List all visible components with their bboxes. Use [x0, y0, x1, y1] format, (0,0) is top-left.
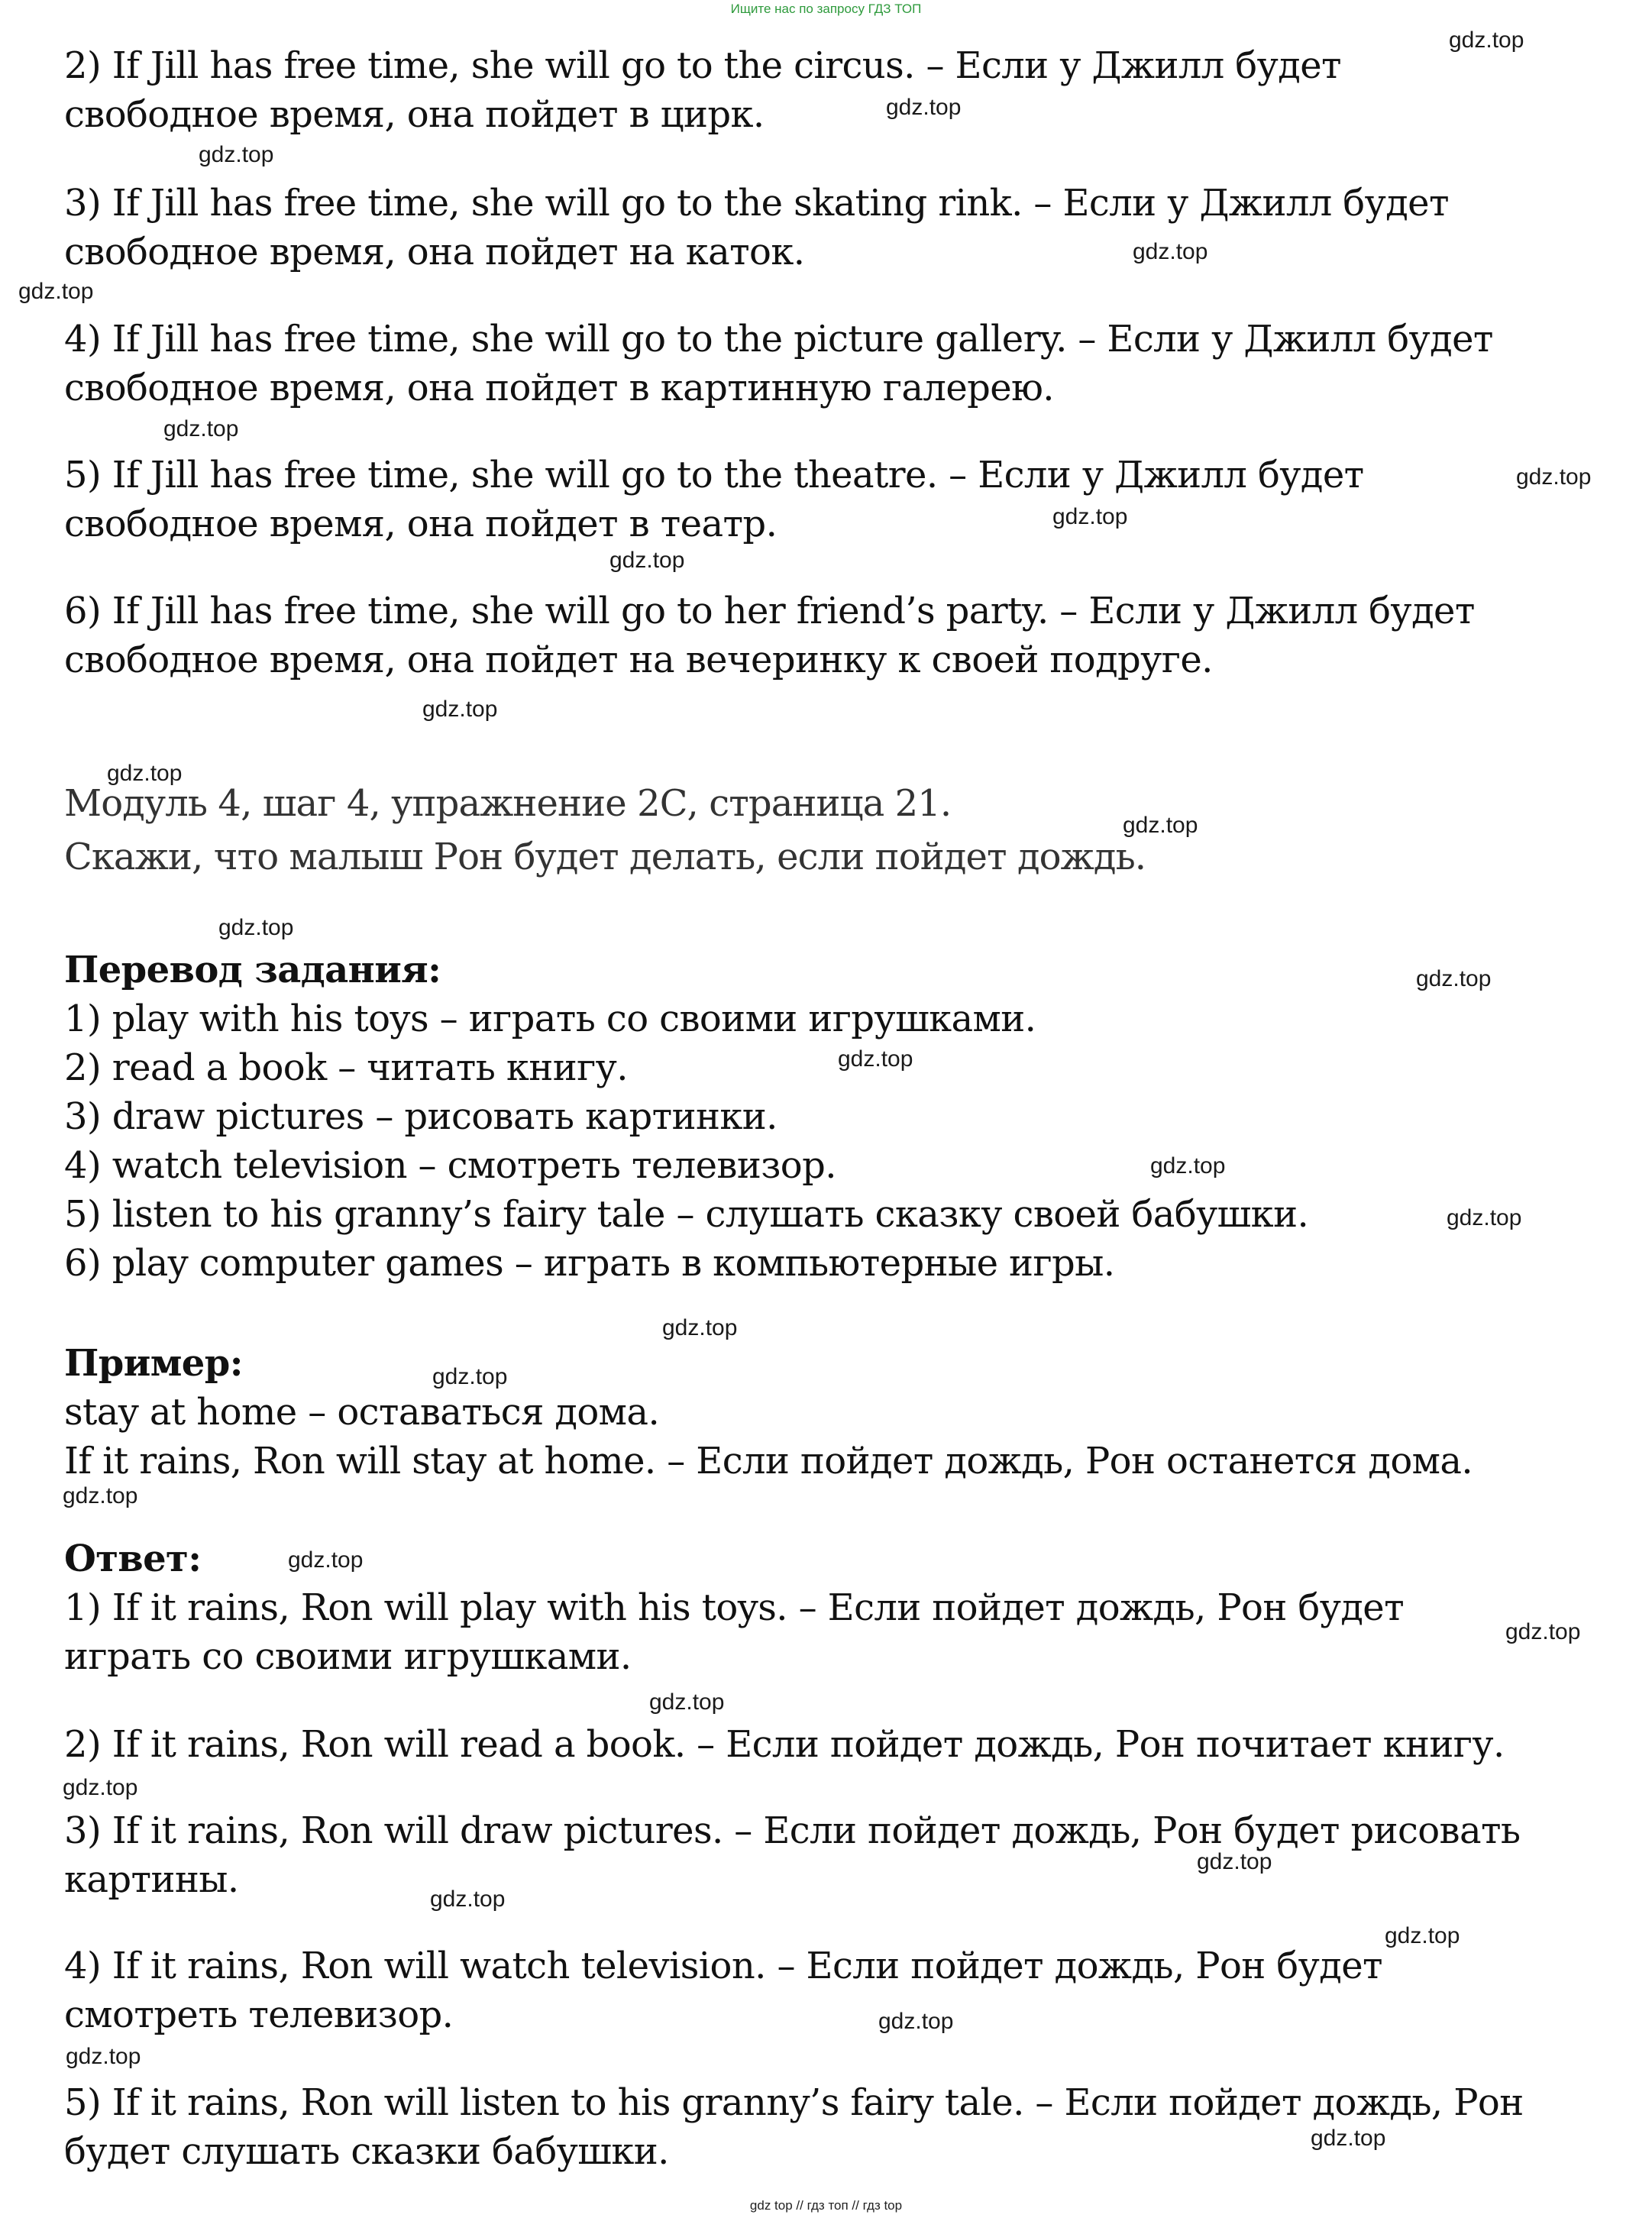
translation-item-6: 6) play computer games – играть в компьютерные игры.	[64, 1242, 1115, 1285]
watermark: gdz.top	[1416, 966, 1492, 991]
prev-answer-4-line1: 4) If Jill has free time, she will go to the picture gallery. – Если у Джилл будет	[64, 318, 1493, 361]
watermark: gdz.top	[1133, 239, 1208, 264]
translation-item-1: 1) play with his toys – играть со своими игрушками.	[64, 997, 1036, 1040]
watermark: gdz.top	[1123, 813, 1198, 838]
answer-1-line1: 1) If it rains, Ron will play with his toys. – Если пойдет дождь, Рон будет	[64, 1586, 1405, 1629]
watermark: gdz.top	[218, 915, 294, 940]
answer-3-line2: картины.	[64, 1858, 239, 1901]
translation-title: Перевод задания:	[64, 949, 441, 991]
example-line-1: stay at home – оставаться дома.	[64, 1391, 660, 1434]
translation-item-5: 5) listen to his granny’s fairy tale – слушать сказку своей бабушки.	[64, 1193, 1309, 1236]
answer-5-line2: будет слушать сказки бабушки.	[64, 2130, 669, 2173]
watermark: gdz.top	[838, 1046, 913, 1072]
answer-4-line2: смотреть телевизор.	[64, 1993, 454, 2036]
prev-answer-3-line1: 3) If Jill has free time, she will go to the skating rink. – Если у Джилл будет	[64, 182, 1449, 225]
watermark: gdz.top	[1385, 1923, 1460, 1948]
answer-4-line1: 4) If it rains, Ron will watch television. – Если пойдет дождь, Рон будет	[64, 1945, 1382, 1987]
top-banner: Ищите нас по запросу ГДЗ ТОП	[730, 2, 922, 16]
watermark: gdz.top	[66, 2044, 141, 2069]
watermark: gdz.top	[1150, 1153, 1226, 1179]
watermark: gdz.top	[1505, 1619, 1581, 1644]
prev-answer-3-line2: свободное время, она пойдет на каток.	[64, 231, 805, 273]
watermark: gdz.top	[886, 95, 962, 120]
watermark: gdz.top	[609, 548, 685, 573]
watermark: gdz.top	[18, 279, 94, 304]
example-line-2: If it rains, Ron will stay at home. – Если пойдет дождь, Рон останется дома.	[64, 1440, 1473, 1482]
answer-title: Ответ:	[64, 1537, 202, 1580]
prev-answer-2-line1: 2) If Jill has free time, she will go to the circus. – Если у Джилл будет	[64, 44, 1341, 87]
example-title: Пример:	[64, 1342, 243, 1385]
prev-answer-5-line1: 5) If Jill has free time, she will go to the theatre. – Если у Джилл будет	[64, 454, 1364, 496]
watermark: gdz.top	[1197, 1849, 1272, 1874]
watermark: gdz.top	[878, 2009, 954, 2034]
translation-item-2: 2) read a book – читать книгу.	[64, 1046, 628, 1089]
watermark: gdz.top	[432, 1364, 508, 1389]
prev-answer-4-line2: свободное время, она пойдет в картинную галерею.	[64, 367, 1054, 409]
watermark: gdz.top	[199, 142, 274, 167]
watermark: gdz.top	[662, 1315, 738, 1340]
translation-item-4: 4) watch television – смотреть телевизор.	[64, 1144, 836, 1187]
exercise-instruction: Скажи, что малыш Рон будет делать, если пойдет дождь.	[64, 836, 1146, 878]
translation-item-3: 3) draw pictures – рисовать картинки.	[64, 1095, 778, 1138]
watermark: gdz.top	[163, 416, 239, 441]
watermark: gdz.top	[430, 1887, 506, 1912]
answer-1-line2: играть со своими игрушками.	[64, 1635, 632, 1678]
prev-answer-2-line2: свободное время, она пойдет в цирк.	[64, 93, 765, 136]
exercise-header: Модуль 4, шаг 4, упражнение 2С, страница 21.	[64, 782, 952, 825]
watermark: gdz.top	[63, 1775, 138, 1800]
watermark: gdz.top	[1311, 2126, 1386, 2151]
watermark: gdz.top	[288, 1547, 364, 1573]
bottom-banner: gdz top // гдз топ // гдз top	[749, 2198, 903, 2213]
prev-answer-6-line2: свободное время, она пойдет на вечеринку к своей подруге.	[64, 639, 1213, 681]
watermark: gdz.top	[1449, 27, 1524, 53]
watermark: gdz.top	[1447, 1205, 1522, 1230]
answer-3-line1: 3) If it rains, Ron will draw pictures. – Если пойдет дождь, Рон будет рисовать	[64, 1809, 1521, 1852]
watermark: gdz.top	[422, 697, 498, 722]
watermark: gdz.top	[1052, 504, 1128, 529]
prev-answer-6-line1: 6) If Jill has free time, she will go to her friend’s party. – Если у Джилл будет	[64, 590, 1475, 632]
answer-2-line1: 2) If it rains, Ron will read a book. – Если пойдет дождь, Рон почитает книгу.	[64, 1723, 1505, 1766]
watermark: gdz.top	[107, 761, 183, 786]
watermark: gdz.top	[649, 1689, 725, 1715]
watermark: gdz.top	[1516, 464, 1592, 490]
prev-answer-5-line2: свободное время, она пойдет в театр.	[64, 503, 778, 545]
watermark: gdz.top	[63, 1483, 138, 1508]
answer-5-line1: 5) If it rains, Ron will listen to his granny’s fairy tale. – Если пойдет дождь, Рон	[64, 2081, 1524, 2124]
